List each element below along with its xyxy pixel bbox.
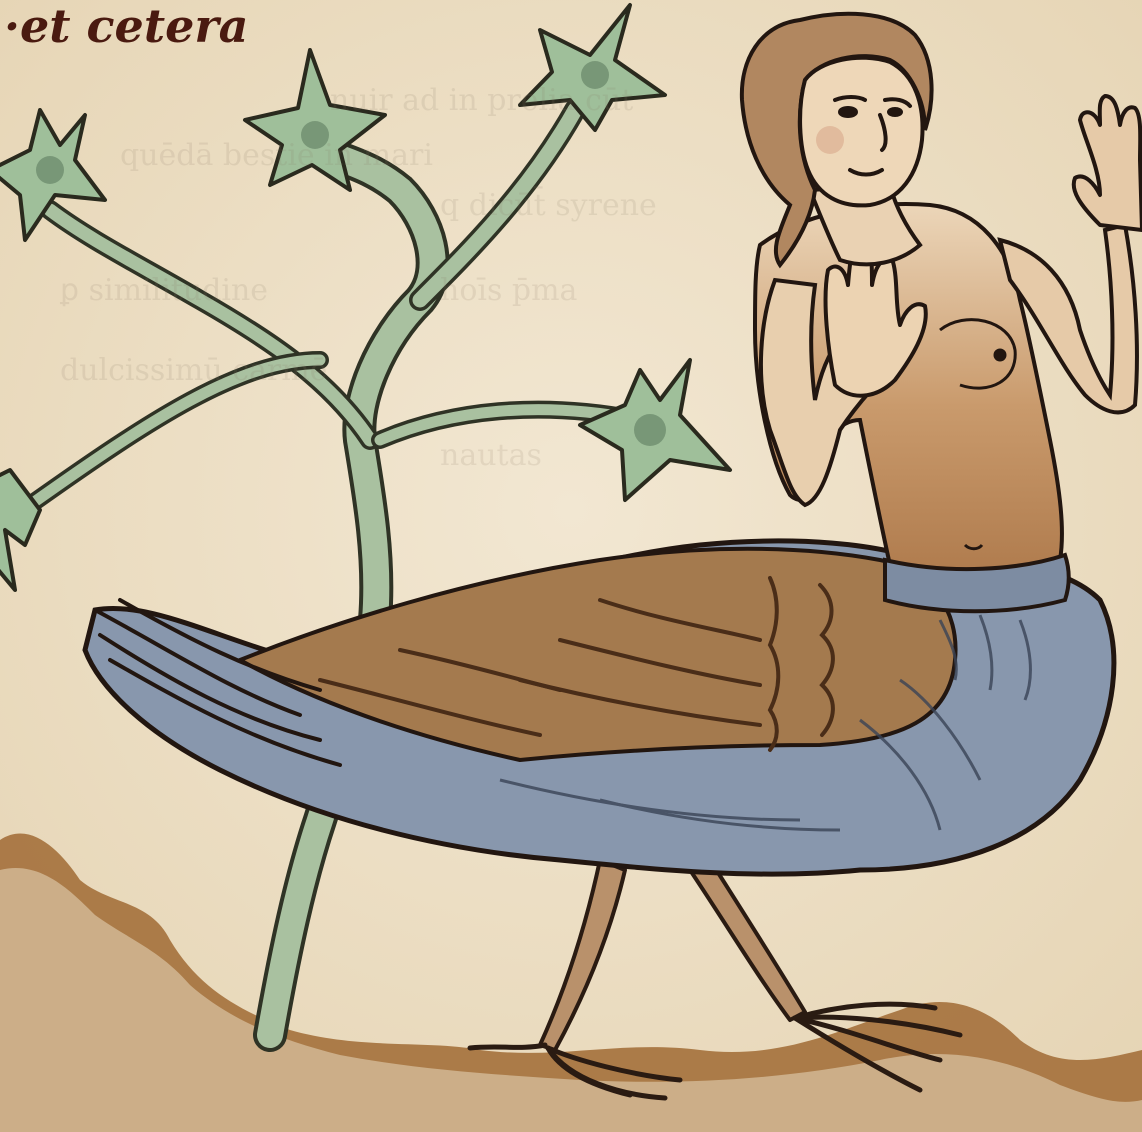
svg-text:q dicūt̄ syrene: q dicūt̄ syrene xyxy=(440,188,657,223)
svg-text:dulcissimū carmē: dulcissimū carmē xyxy=(60,353,328,388)
svg-text:nuir ad in prelia cūt: nuir ad in prelia cūt xyxy=(330,83,634,118)
svg-text:hoīs p̄ma: hoīs p̄ma xyxy=(440,273,578,308)
svg-text:ꝑ similitudine: ꝑ similitudine xyxy=(60,273,269,308)
siren-cheek xyxy=(816,126,844,154)
svg-text:quēdā bestie in mari: quēdā bestie in mari xyxy=(120,138,433,173)
svg-text:nautas: nautas xyxy=(440,438,542,473)
siren-face xyxy=(800,58,922,206)
caption-text: ·et cetera xyxy=(4,0,249,53)
